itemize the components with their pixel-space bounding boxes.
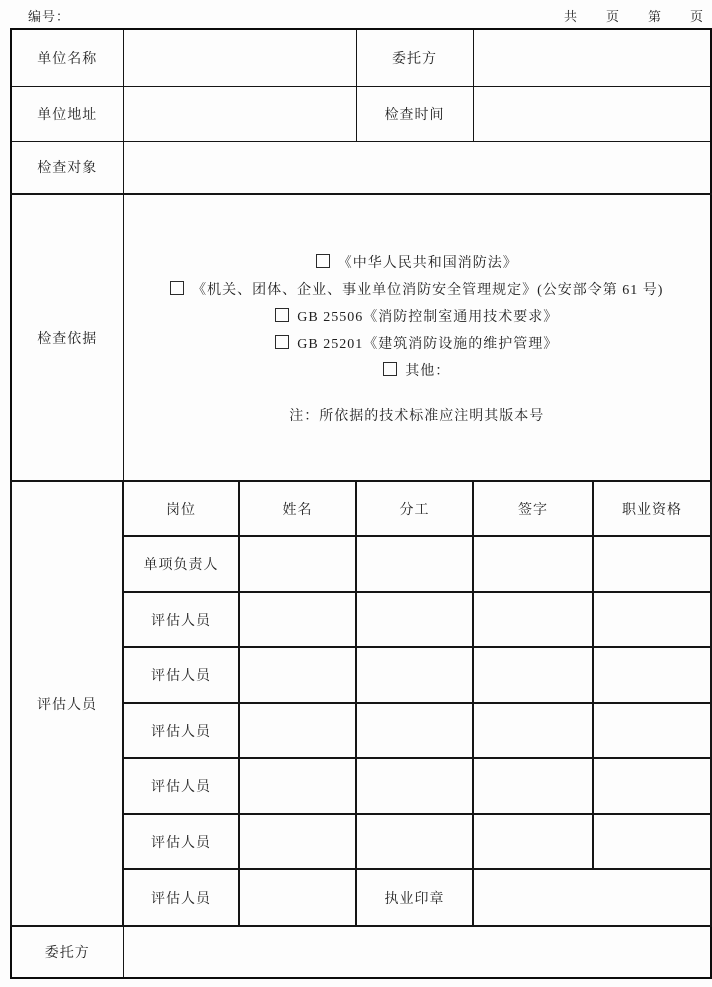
staff-signature-field[interactable] <box>473 758 593 814</box>
staff-division-field[interactable] <box>356 592 473 647</box>
staff-division-field[interactable] <box>356 703 473 758</box>
seal-field[interactable] <box>473 869 711 926</box>
checkbox-icon[interactable] <box>383 362 397 376</box>
staff-name-field[interactable] <box>239 814 356 869</box>
staff-name-field[interactable] <box>239 592 356 647</box>
column-header-qualification: 职业资格 <box>593 481 711 536</box>
basis-item-label: 《机关、团体、企业、事业单位消防安全管理规定》(公安部令第 61 号) <box>192 283 664 298</box>
form-table <box>10 28 712 979</box>
staff-qualification-field[interactable] <box>593 703 711 758</box>
staff-post-label: 评估人员 <box>123 703 239 758</box>
column-header-post: 岗位 <box>123 481 239 536</box>
inspect-object-label: 检查对象 <box>11 141 123 194</box>
basis-item <box>124 250 711 277</box>
column-header-division: 分工 <box>356 481 473 536</box>
seal-label: 执业印章 <box>356 869 473 926</box>
staff-post-label: 评估人员 <box>123 814 239 869</box>
staff-name-field[interactable] <box>239 869 356 926</box>
inspect-basis-content <box>123 194 711 481</box>
staff-post-label: 评估人员 <box>123 869 239 926</box>
staff-qualification-field[interactable] <box>593 758 711 814</box>
basis-item-label: GB 25506《消防控制室通用技术要求》 <box>297 310 559 325</box>
staff-name-field[interactable] <box>239 536 356 592</box>
checkbox-icon[interactable] <box>316 254 330 268</box>
basis-item-label: 《中华人民共和国消防法》 <box>337 256 518 271</box>
inspect-time-label: 检查时间 <box>356 86 473 141</box>
staff-division-field[interactable] <box>356 814 473 869</box>
staff-signature-field[interactable] <box>473 647 593 703</box>
staff-name-field[interactable] <box>239 703 356 758</box>
inspect-object-row <box>11 141 711 194</box>
staff-qualification-field[interactable] <box>593 647 711 703</box>
staff-post-label: 评估人员 <box>123 592 239 647</box>
staff-qualification-field[interactable] <box>593 592 711 647</box>
basis-item-other <box>124 358 711 385</box>
staff-post-label: 单项负责人 <box>123 536 239 592</box>
client-field[interactable] <box>473 29 711 86</box>
unit-name-row <box>11 29 711 86</box>
staff-signature-field[interactable] <box>473 592 593 647</box>
client-label: 委托方 <box>356 29 473 86</box>
footer-client-label: 委托方 <box>11 926 123 978</box>
basis-item-label: 其他： <box>405 364 451 379</box>
inspect-object-field[interactable] <box>123 141 711 194</box>
staff-signature-field[interactable] <box>473 703 593 758</box>
inspect-basis-label: 检查依据 <box>11 194 123 481</box>
staff-section-label: 评估人员 <box>11 481 123 926</box>
unit-name-label: 单位名称 <box>11 29 123 86</box>
staff-division-field[interactable] <box>356 647 473 703</box>
unit-address-label: 单位地址 <box>11 86 123 141</box>
basis-item <box>124 277 711 304</box>
staff-post-label: 评估人员 <box>123 647 239 703</box>
checkbox-icon[interactable] <box>275 308 289 322</box>
staff-post-label: 评估人员 <box>123 758 239 814</box>
staff-name-field[interactable] <box>239 647 356 703</box>
column-header-name: 姓名 <box>239 481 356 536</box>
unit-address-row <box>11 86 711 141</box>
staff-header-row <box>11 481 711 536</box>
staff-name-field[interactable] <box>239 758 356 814</box>
page-top-line <box>0 0 712 28</box>
staff-division-field[interactable] <box>356 536 473 592</box>
basis-item <box>124 304 711 331</box>
unit-address-field[interactable] <box>123 86 356 141</box>
footer-client-field[interactable] <box>123 926 711 978</box>
page-count-label: 共 页 第 页 <box>563 8 704 24</box>
checkbox-icon[interactable] <box>170 281 184 295</box>
basis-note: 注：所依据的技术标准应注明其版本号 <box>289 409 545 424</box>
basis-item <box>124 331 711 358</box>
footer-client-row <box>11 926 711 978</box>
column-header-signature: 签字 <box>473 481 593 536</box>
staff-signature-field[interactable] <box>473 814 593 869</box>
checkbox-icon[interactable] <box>275 335 289 349</box>
staff-division-field[interactable] <box>356 758 473 814</box>
basis-item-label: GB 25201《建筑消防设施的维护管理》 <box>297 337 559 352</box>
staff-qualification-field[interactable] <box>593 536 711 592</box>
staff-signature-field[interactable] <box>473 536 593 592</box>
staff-qualification-field[interactable] <box>593 814 711 869</box>
unit-name-field[interactable] <box>123 29 356 86</box>
inspect-time-field[interactable] <box>473 86 711 141</box>
serial-number-label: 编号： <box>28 8 71 24</box>
inspect-basis-row <box>11 194 711 481</box>
